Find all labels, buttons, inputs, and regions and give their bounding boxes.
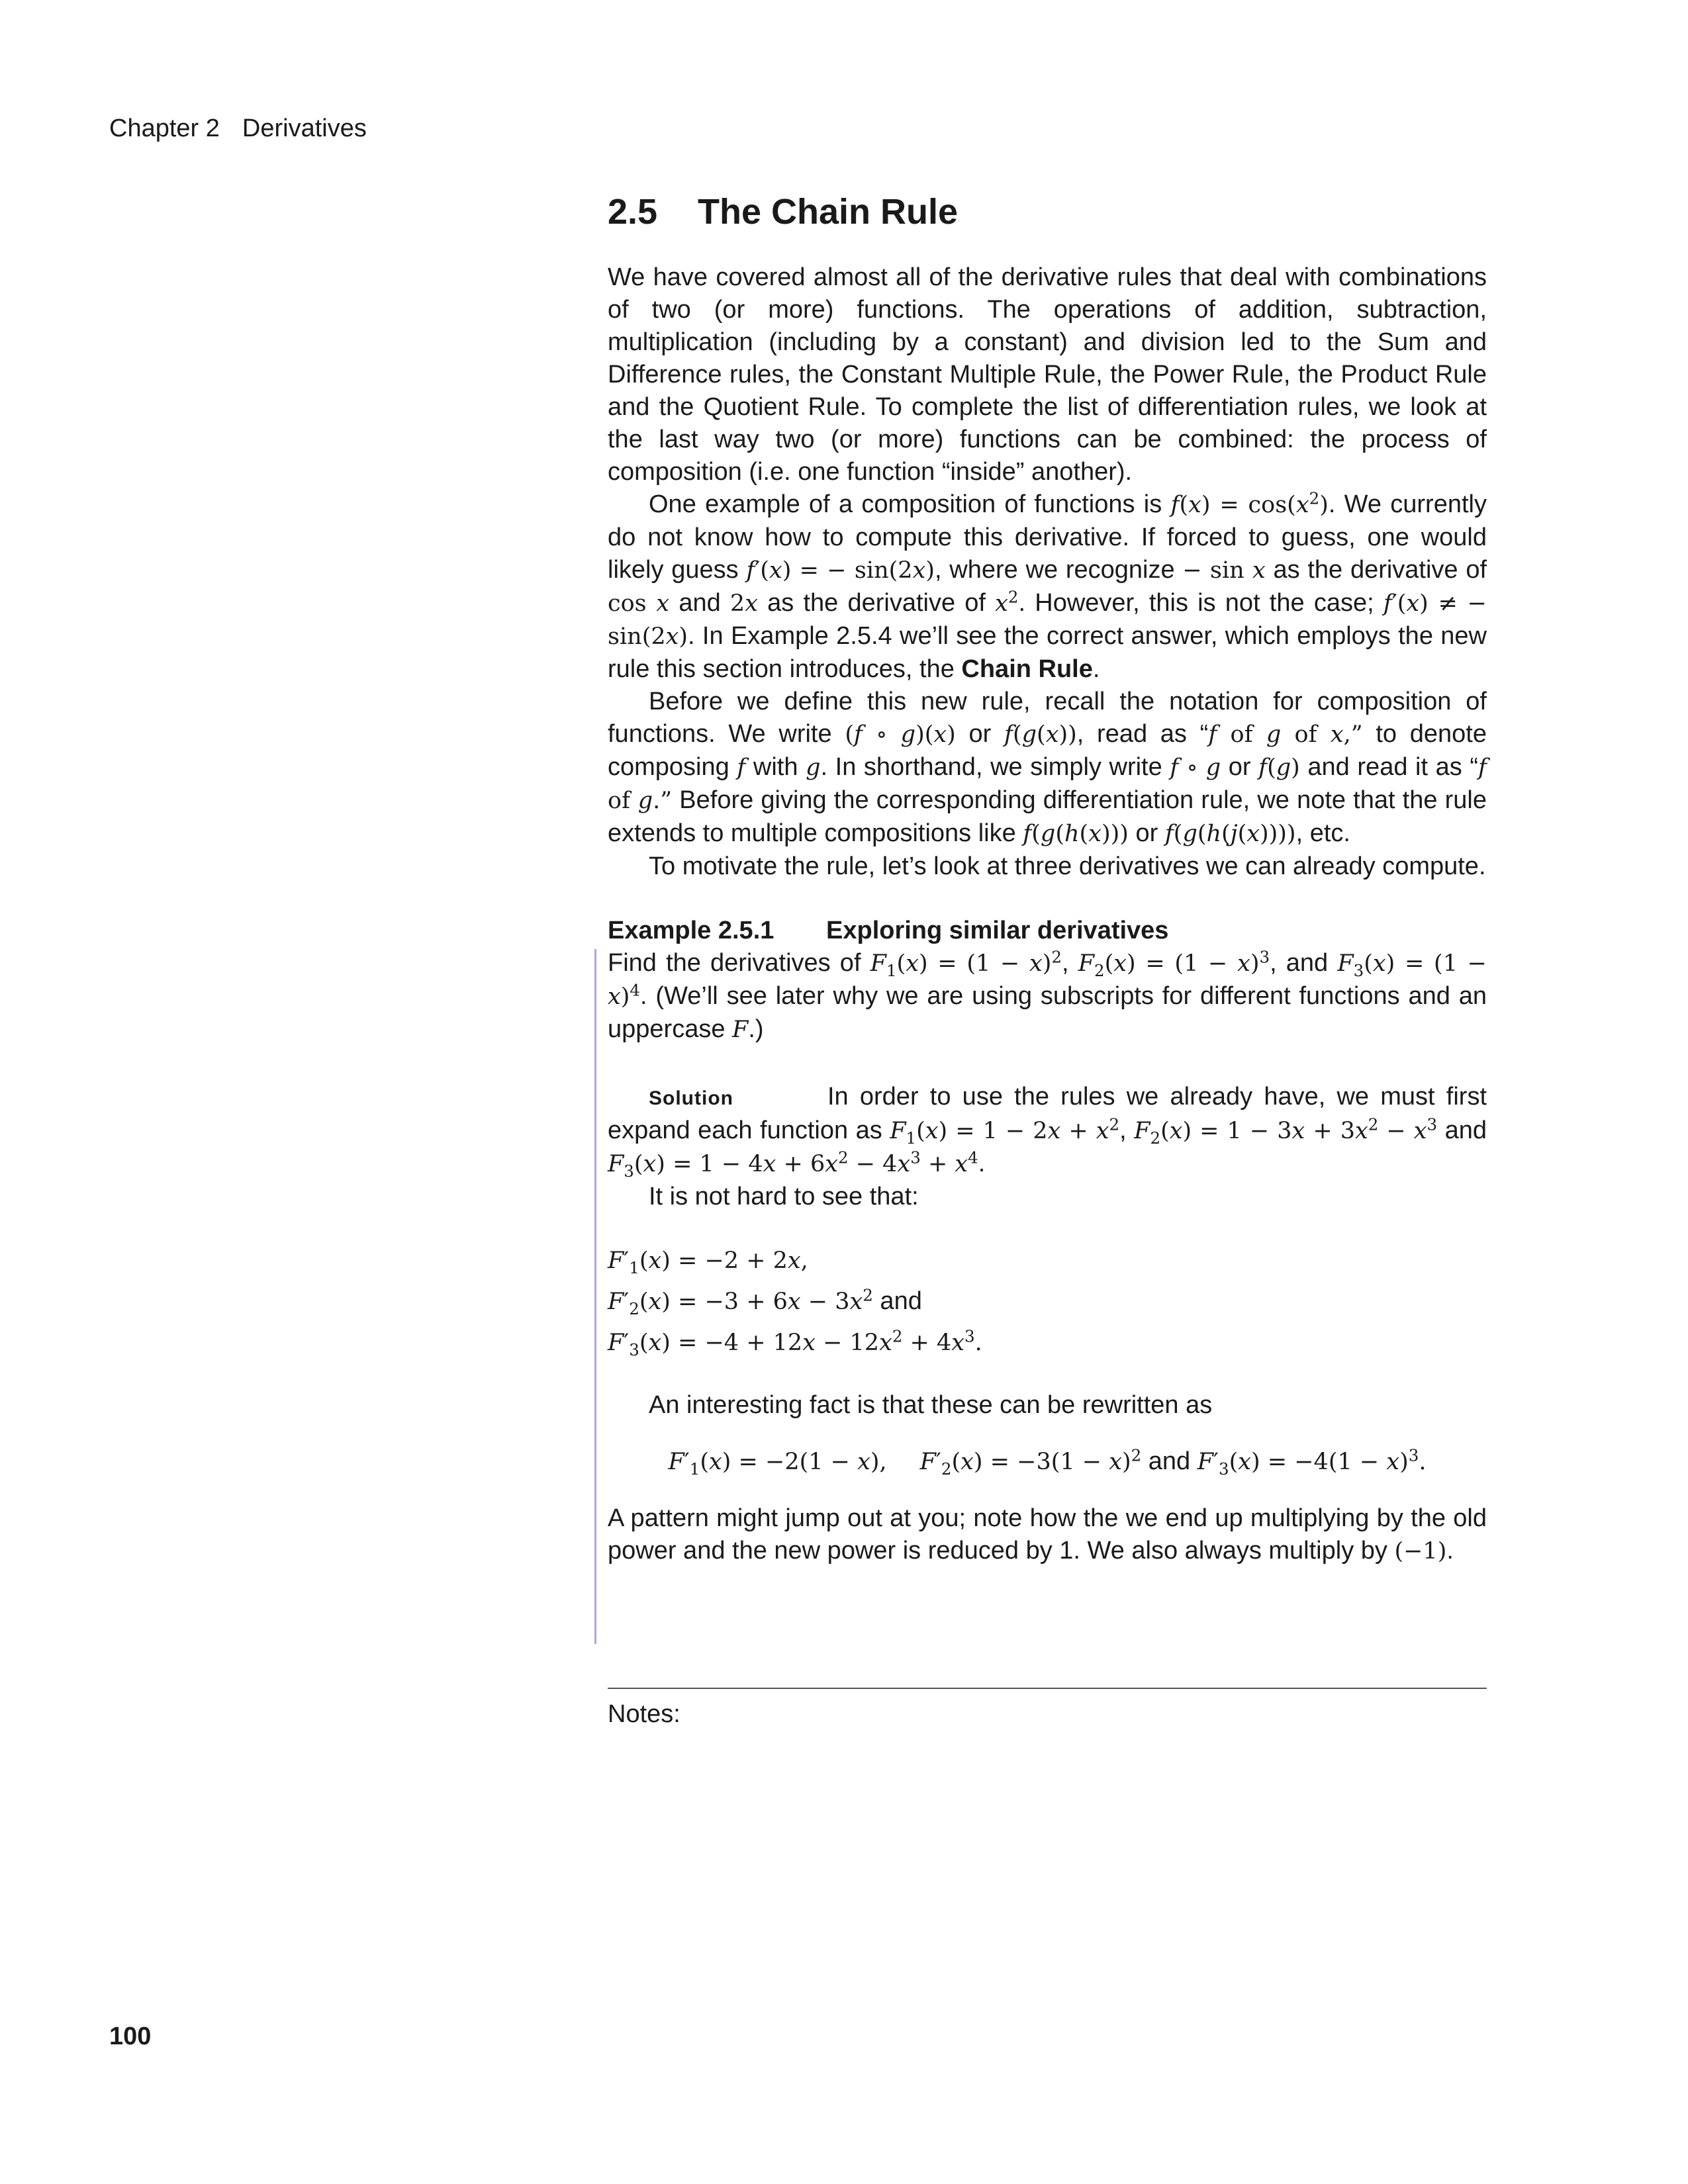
section-title: The Chain Rule — [698, 192, 959, 232]
solution-label: Solution — [649, 1087, 733, 1109]
equation-line: $F'_3(x) = -4 + 12x - 12x^2 + 4x^3$. — [608, 1326, 982, 1359]
example-margin-bar — [594, 949, 596, 1644]
paragraph: Before we define this new rule, recall the notation for composition of functions. We write (f ∘ g)(x) or f(g(x)), read as “f of g of x,” to denote composing f with g. In shorthand, we simply write f ∘ g or f(g) and read it as “f of g.” Before giving the corresponding differentiation rule, we note that the rule extends to multiple compositions like f(g(h(x))) or f(g(h(j(x)))), etc. — [608, 688, 1487, 847]
example-question: Find the derivatives of $F_1(x) = (1 - x)^2$, $F_2(x) = (1 - x)^3$, and $F_3(x) = (1 - x)^4$. (We’ll see later why we are using subscripts for different functions and an uppercase F.) — [608, 947, 1487, 1043]
chapter-title: Derivatives — [242, 114, 367, 142]
equation-line: $F'_2(x) = -3 + 6x - 3x^2$ and — [608, 1285, 922, 1318]
paragraph: We have covered almost all of the derivative rules that deal with combinations of two (or more) functions. The operations of addition, subtraction, multiplication (including by a constant) and division led to the Sum and Difference rules, the Constant Multiple Rule, the Power Rule, the Product Rule and the Quotient Rule. To complete the list of differentiation rules, we look at the last way two (or more) functions can be combined: the process of composition (i.e. one function “inside” another). — [608, 263, 1487, 486]
paragraph: One example of a composition of functions is $f(x) = \cos(x^2)$. We currently do not know how to compute this derivative. If forced to guess, one would likely guess f′(x) = − sin(2x), where we recognize − sin x as the derivative of cos x and 2x as the derivative of $x^2$. However, this is not the case; f′(x) ≠ − sin(2x). In Example 2.5.4 we’ll see the correct answer, which employs the new rule this section introduces, the Chain Rule. — [608, 488, 1487, 683]
paragraph: An interesting fact is that these can be rewritten as — [649, 1391, 1213, 1419]
example-title: Exploring similar derivatives — [826, 917, 1169, 944]
paragraph: It is not hard to see that: — [649, 1183, 919, 1210]
display-equation: $F'_1(x) = -2(1 - x)$, $F'_2(x) = -3(1 - x)^2$ and $F'_3(x) = -4(1 - x)^3$. — [668, 1445, 1427, 1479]
running-head — [109, 113, 367, 144]
solution-paragraph: Solution In order to use the rules we already have, we must first expand each function as $F_1(x) = 1 - 2x + x^2$, $F_2(x) = 1 - 3x + 3x^2 - x^3$ and $F_3(x) = 1 - 4x + 6x^2 - 4x^3 + x^4$. — [608, 1083, 1487, 1181]
equation-line: $F'_1(x) = -2 + 2x$, — [608, 1248, 808, 1277]
section-heading — [608, 189, 1487, 235]
derivative-equations — [608, 1240, 1487, 1363]
example-heading — [608, 915, 1487, 947]
notes-divider — [608, 1688, 1487, 1689]
section-number: 2.5 — [608, 192, 658, 232]
paragraph: To motivate the rule, let’s look at three derivatives we can already compute. — [649, 852, 1486, 880]
example-number: Example 2.5.1 — [608, 917, 774, 944]
paragraph: A pattern might jump out at you; note how the we end up multiplying by the old power and the new power is reduced by 1. We also always multiply by (−1). — [608, 1504, 1487, 1565]
notes-label: Notes: — [608, 1700, 680, 1728]
chapter-label: Chapter 2 — [109, 114, 220, 142]
example-block — [608, 915, 1487, 1568]
main-column — [608, 189, 1487, 1568]
page-number: 100 — [109, 2023, 152, 2050]
